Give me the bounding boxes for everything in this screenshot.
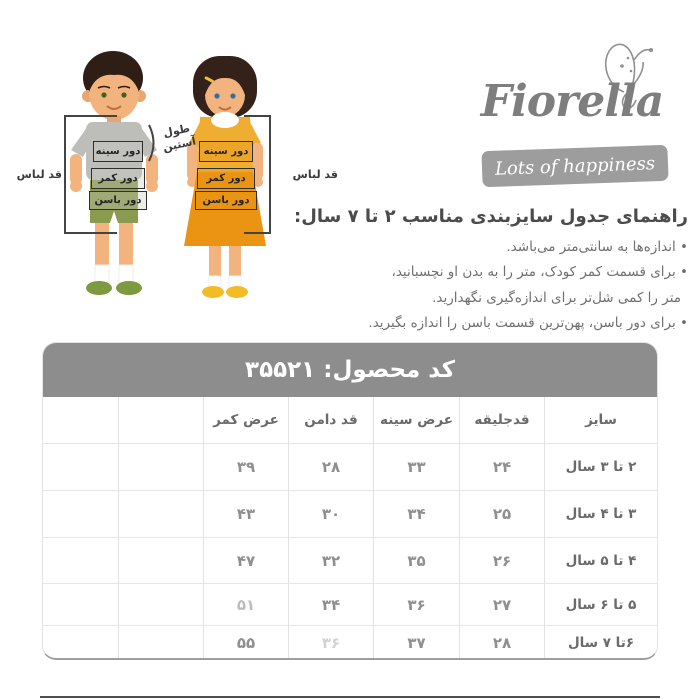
- sleeve-length-label: طول آستین: [161, 121, 198, 154]
- boy-waist-label: دور کمر: [91, 168, 145, 189]
- garment-length-label-right: قد لباس: [292, 168, 338, 181]
- table-cell: ۳۲: [288, 538, 373, 584]
- table-cell-empty: [118, 626, 203, 660]
- table-cell: ۳۴: [288, 584, 373, 626]
- table-cell: ۲۷: [459, 584, 544, 626]
- table-cell-empty: [118, 444, 203, 491]
- table-cell: ۲۶: [459, 538, 544, 584]
- guide-bullet-2-continued: متر را کمی شل‌تر برای اندازه‌گیری نگهدارید.: [432, 289, 681, 306]
- column-header-vest-length: قدجلیقه: [459, 397, 544, 444]
- column-header-chest-width: عرض سینه: [373, 397, 459, 444]
- column-header-size: سایز: [544, 397, 657, 444]
- table-cell: ۳۴: [373, 491, 459, 538]
- bottom-edge-rule: [40, 696, 660, 698]
- brand-tagline-strip: [481, 145, 668, 187]
- table-cell-empty: [43, 538, 118, 584]
- table-cell: ۳۶: [288, 626, 373, 660]
- table-cell: ۲۴: [459, 444, 544, 491]
- table-cell-size: ۴ تا ۵ سال: [544, 538, 657, 584]
- table-cell-empty: [43, 584, 118, 626]
- girl-waist-label: دور کمر: [197, 168, 255, 189]
- boy-hip-label: دور باسن: [89, 191, 147, 210]
- table-cell-size: ۳ تا ۴ سال: [544, 491, 657, 538]
- table-cell-empty: [118, 584, 203, 626]
- table-cell: ۵۱: [203, 584, 288, 626]
- garment-length-label-left: قد لباس: [16, 168, 62, 181]
- table-cell-empty: [43, 491, 118, 538]
- size-table: [42, 342, 658, 660]
- table-cell: ۳۹: [203, 444, 288, 491]
- table-cell-size: ۶تا ۷ سال: [544, 626, 657, 660]
- size-guide-text: [258, 206, 688, 338]
- table-cell: ۳۵: [373, 538, 459, 584]
- table-cell: ۳۰: [288, 491, 373, 538]
- table-cell: ۵۵: [203, 626, 288, 660]
- table-cell-empty: [118, 491, 203, 538]
- brand-name: Fiorella: [480, 76, 664, 127]
- table-cell-size: ۲ تا ۳ سال: [544, 444, 657, 491]
- product-code-bar: کد محصول: ۳۵۵۲۱: [43, 343, 657, 397]
- table-cell: ۳۶: [373, 584, 459, 626]
- table-cell: ۴۳: [203, 491, 288, 538]
- table-cell: ۲۸: [459, 626, 544, 660]
- table-cell-empty: [118, 538, 203, 584]
- girl-hip-label: دور باسن: [195, 191, 257, 210]
- size-table-grid: [43, 397, 657, 660]
- table-cell: ۴۷: [203, 538, 288, 584]
- table-cell-size: ۵ تا ۶ سال: [544, 584, 657, 626]
- brand-tagline: Lots of happiness: [494, 152, 656, 180]
- boy-chest-label: دور سینه: [93, 141, 143, 162]
- guide-bullet-1: • اندازه‌ها به سانتی‌متر می‌باشد.: [506, 239, 688, 255]
- column-header-empty: [43, 397, 118, 444]
- column-header-skirt-length: قد دامن: [288, 397, 373, 444]
- guide-bullet-3: • برای دور باسن، پهن‌ترین قسمت باسن را اندازه بگیرید.: [368, 314, 688, 331]
- table-cell: ۲۵: [459, 491, 544, 538]
- guide-heading: راهنمای جدول سایزبندی مناسب ۲ تا ۷ سال:: [294, 206, 688, 227]
- column-header-waist-width: عرض کمر: [203, 397, 288, 444]
- table-cell-empty: [43, 626, 118, 660]
- table-cell: ۲۸: [288, 444, 373, 491]
- guide-bullet-2: • برای قسمت کمر کودک، متر را به بدن او نچسبانید،: [391, 264, 688, 281]
- table-cell: ۳۷: [373, 626, 459, 660]
- table-cell-empty: [43, 444, 118, 491]
- column-header-empty: [118, 397, 203, 444]
- girl-chest-label: دور سینه: [199, 141, 253, 162]
- table-cell: ۳۳: [373, 444, 459, 491]
